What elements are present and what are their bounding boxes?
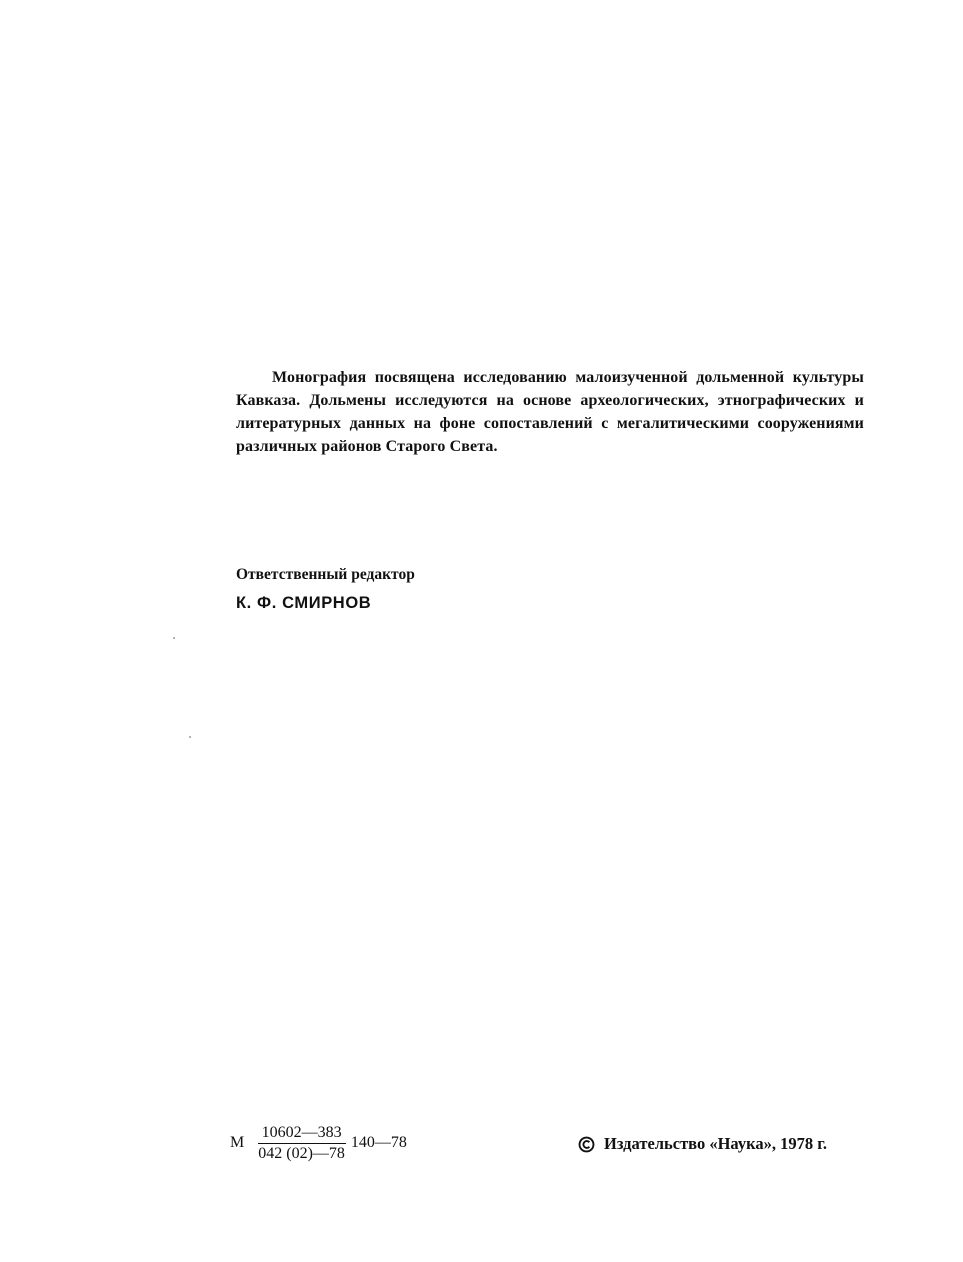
fraction-denominator: 042 (02)—78 <box>258 1144 345 1162</box>
copyright-icon <box>578 1136 595 1153</box>
scan-speck <box>189 736 191 738</box>
fraction-numerator: 10602—383 <box>258 1124 346 1144</box>
copyright-line <box>578 1134 827 1154</box>
publication-index-code <box>230 1120 407 1166</box>
index-letter: М <box>230 1134 245 1151</box>
copyright-text: Издательство «Наука», 1978 г. <box>604 1134 827 1153</box>
editor-block <box>236 565 415 613</box>
abstract-paragraph: Монография посвящена исследованию малоизученной дольменной культуры Кавказа. Дольмены исследуются на основе археологических, этнографических и литературных данных на фоне сопоставлений с мегалитическими сооружениями различных районов Старого Света. <box>236 369 864 455</box>
index-fraction <box>254 1124 349 1163</box>
scan-speck <box>173 637 175 639</box>
index-tail: 140—78 <box>350 1134 407 1151</box>
editor-label: Ответственный редактор <box>236 566 415 583</box>
editor-name: К. Ф. СМИРНОВ <box>236 594 372 612</box>
